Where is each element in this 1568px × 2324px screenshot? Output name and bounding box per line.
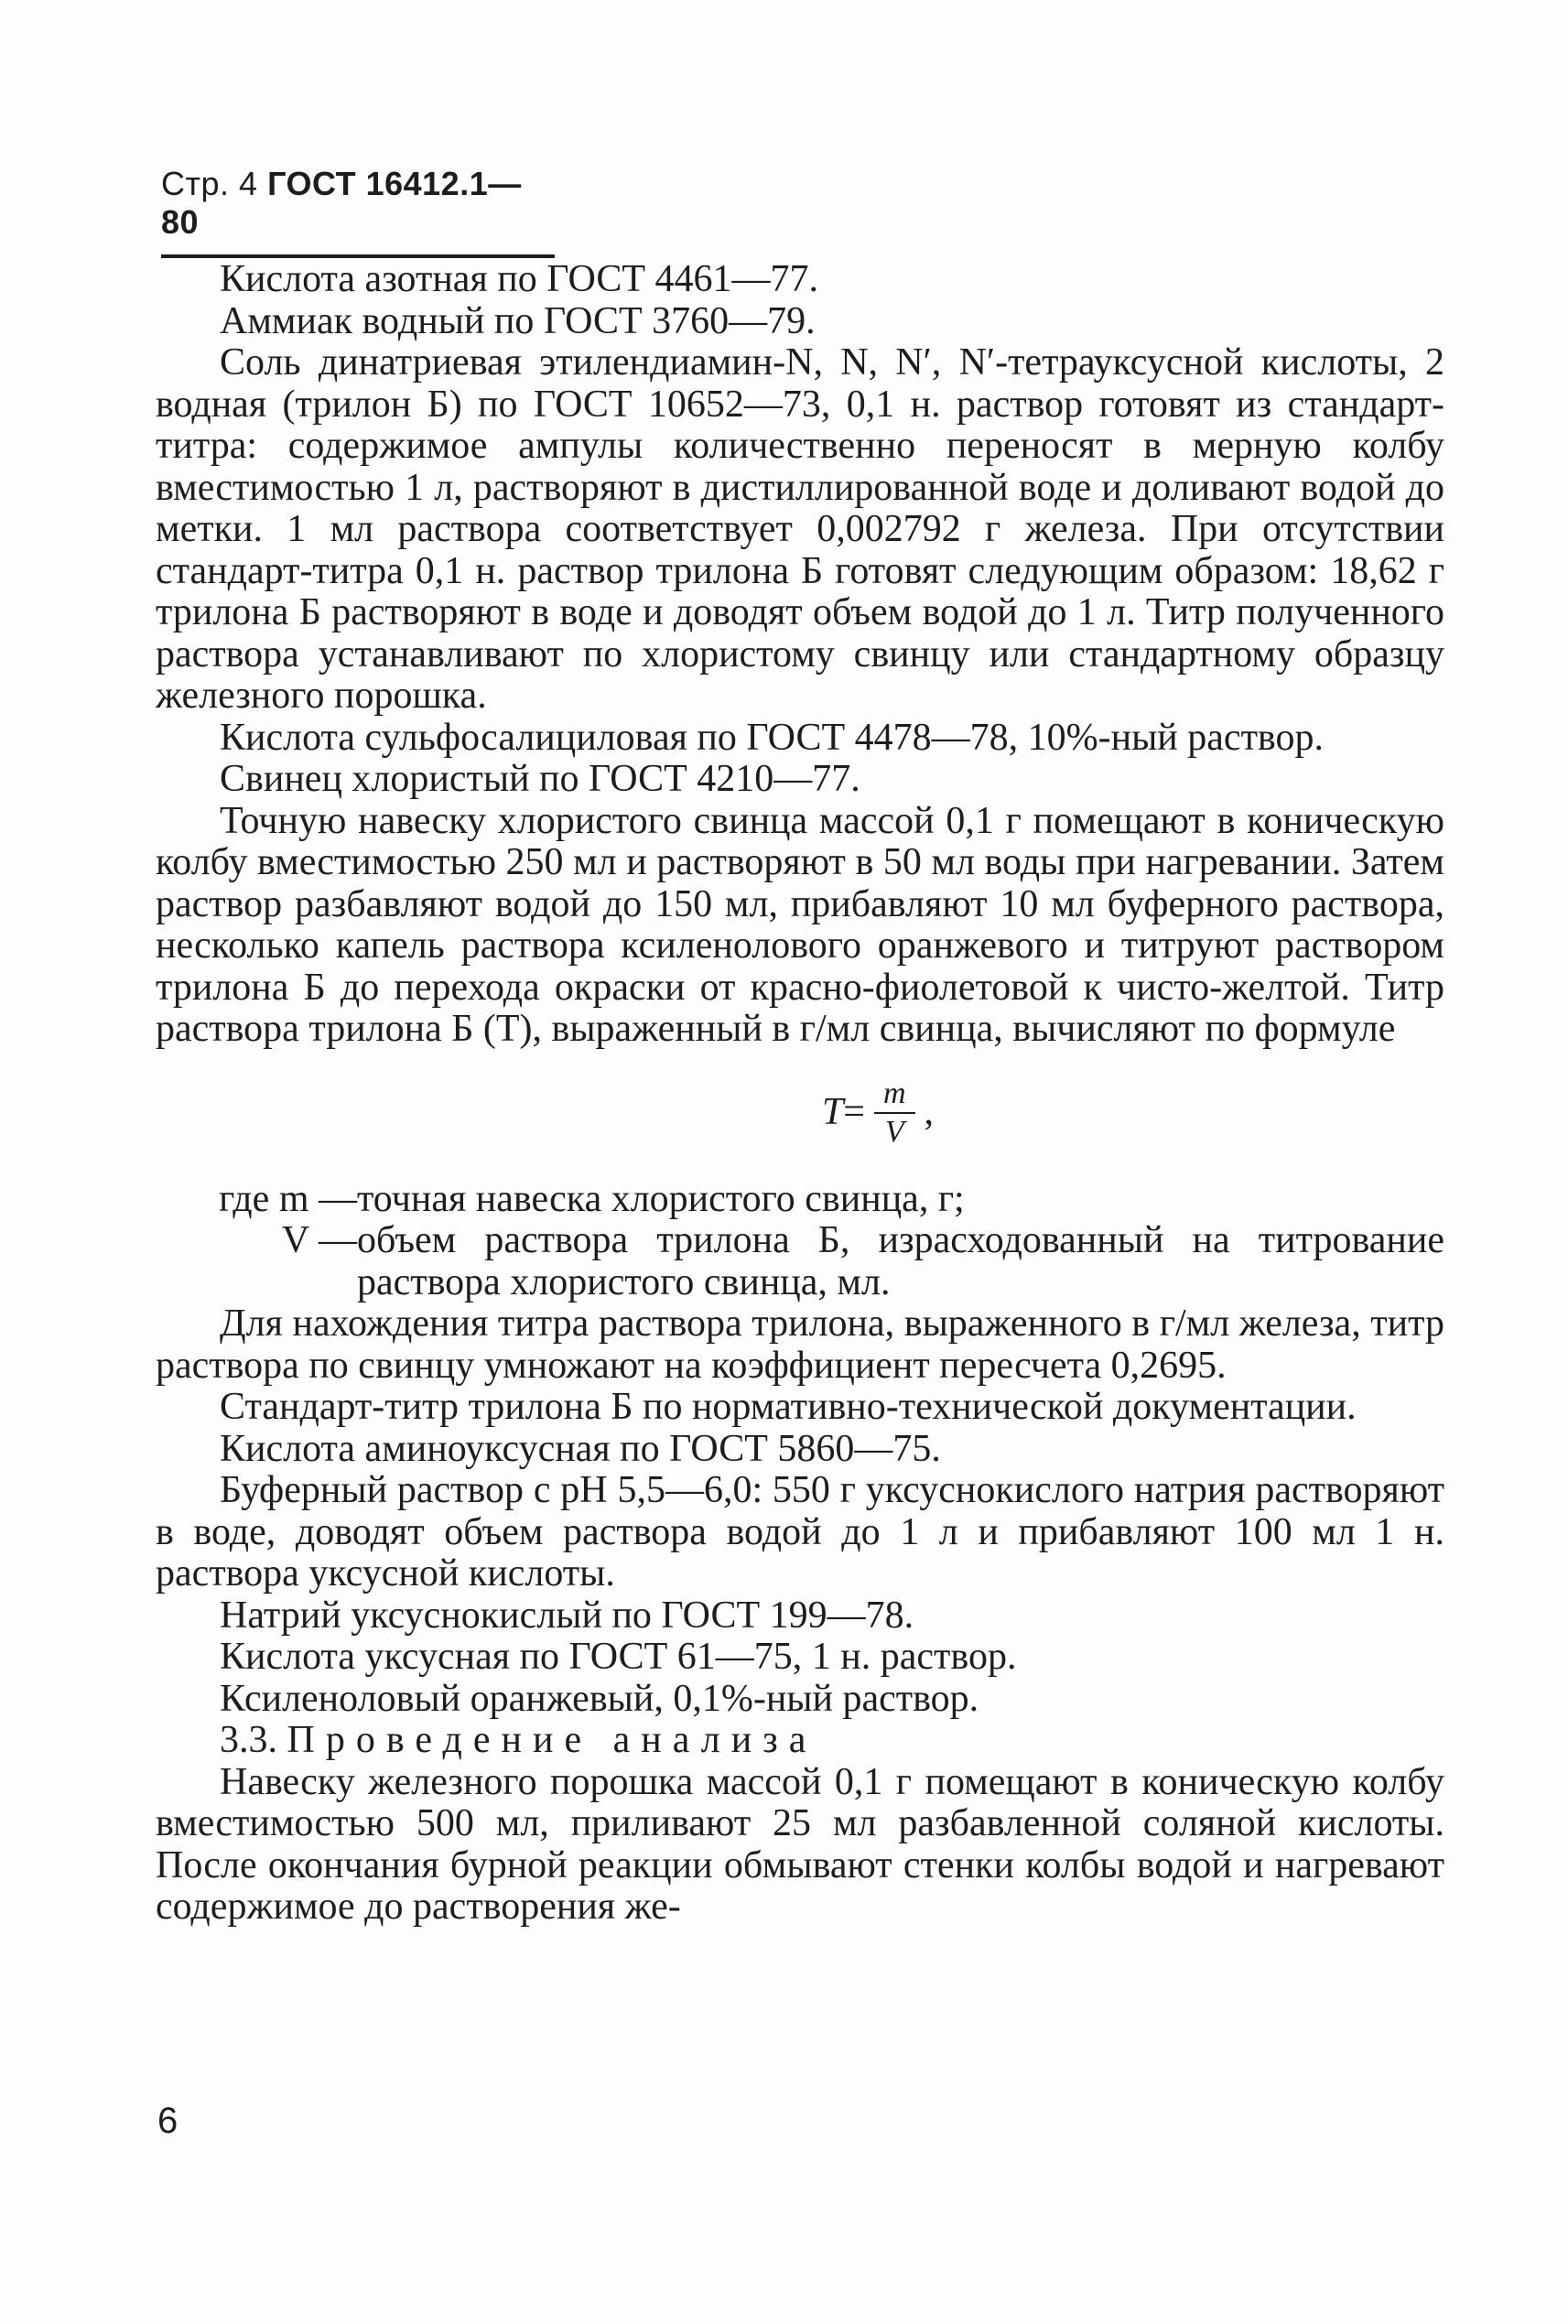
page-prefix: Стр. 4 (161, 165, 258, 202)
paragraph: Кислота сульфосалициловая по ГОСТ 4478—78, 10%-ный раствор. (220, 716, 1324, 759)
formula-denominator: V (884, 1114, 904, 1149)
formula-legend (156, 1179, 1444, 1304)
paragraph: Соль динатриевая этилендиамин-N, N, N′, N′-тетрауксусной кислоты, 2 водная (трилон Б) по ГОСТ 10652—73, 0,1 н. раствор готовят из стандарт-титра: содержимое ампулы количественно переносят в мерную колбу вместимостью 1 л, растворяют в дистиллированной воде и доливают водой до метки. 1 мл раствора соответствует 0,002792 г железа. При отсутствии стандарт-титра 0,1 н. раствор трилона Б готовят следующим образом: 18,62 г трилона Б растворяют в воде и доводят объем водой до 1 л. Титр полученного раствора устанавливают по хлористому свинцу или стандартному образцу железного порошка. (156, 341, 1444, 717)
paragraph: Натрий уксуснокислый по ГОСТ 199—78. (220, 1594, 914, 1637)
paragraph: Буферный раствор с pH 5,5—6,0: 550 г уксуснокислого натрия растворяют в воде, доводят объем раствора водой до 1 л и прибавляют 100 мл 1 н. раствора уксусной кислоты. (156, 1469, 1444, 1594)
formula-numerator: m (874, 1076, 915, 1114)
formula-equals: = (843, 1090, 865, 1133)
formula-lhs: T (821, 1090, 844, 1133)
section-number: 3.3. (220, 1719, 277, 1761)
paragraph: Для нахождения титра раствора трилона, выраженного в г/мл железа, титр раствора по свинцу умножают на коэффициент пересчета 0,2695. (156, 1303, 1444, 1387)
legend-text: точная навеска хлористого свинца, г; (357, 1177, 965, 1220)
titer-formula (156, 1051, 1444, 1175)
section-title: Проведение анализа (287, 1719, 817, 1761)
legend-label: где m — (219, 1177, 357, 1220)
paragraph: Точную навеску хлористого свинца массой 0,1 г помещают в коническую колбу вместимостью 250 мл и растворяют в 50 мл воды при нагревании. Затем раствор разбавляют водой до 150 мл, прибавляют 10 мл буферного раствора, несколько капель раствора ксиленолового оранжевого и титруют раствором трилона Б до перехода окраски от красно-фиолетовой к чисто-желтой. Титр раствора трилона Б (T), выраженный в г/мл свинца, вычисляют по формуле (156, 799, 1444, 1050)
paragraph: Ксиленоловый оранжевый, 0,1%-ный раствор. (220, 1677, 979, 1720)
paragraph: Кислота уксусная по ГОСТ 61—75, 1 н. раствор. (220, 1636, 1017, 1678)
paragraph: Стандарт-титр трилона Б по нормативно-технической документации. (220, 1386, 1357, 1428)
document-body (156, 259, 1444, 1929)
section-heading (156, 1720, 1444, 1762)
paragraph: Свинец хлористый по ГОСТ 4210—77. (220, 758, 860, 800)
legend-row (156, 1179, 1444, 1221)
page-header (161, 165, 555, 258)
paragraph: Кислота азотная по ГОСТ 4461—77. (220, 258, 818, 300)
legend-text: объем раствора трилона Б, израсходованный на титрование раствора хлористого свинца, мл. (357, 1219, 1444, 1303)
legend-label: V — (281, 1219, 357, 1261)
page-number: 6 (157, 2101, 178, 2141)
formula-trail: , (924, 1090, 935, 1133)
paragraph: Навеску железного порошка массой 0,1 г помещают в коническую колбу вместимостью 500 мл, приливают 25 мл разбавленной соляной кислоты. После окончания бурной реакции обмывают стенки колбы водой и нагревают содержимое до растворения же- (156, 1760, 1444, 1928)
paragraph: Кислота аминоуксусная по ГОСТ 5860—75. (220, 1427, 941, 1470)
formula-fraction (874, 1076, 915, 1151)
paragraph: Аммиак водный по ГОСТ 3760—79. (220, 299, 816, 342)
legend-row (156, 1220, 1444, 1303)
standard-number: ГОСТ 16412.1—80 (161, 165, 522, 241)
